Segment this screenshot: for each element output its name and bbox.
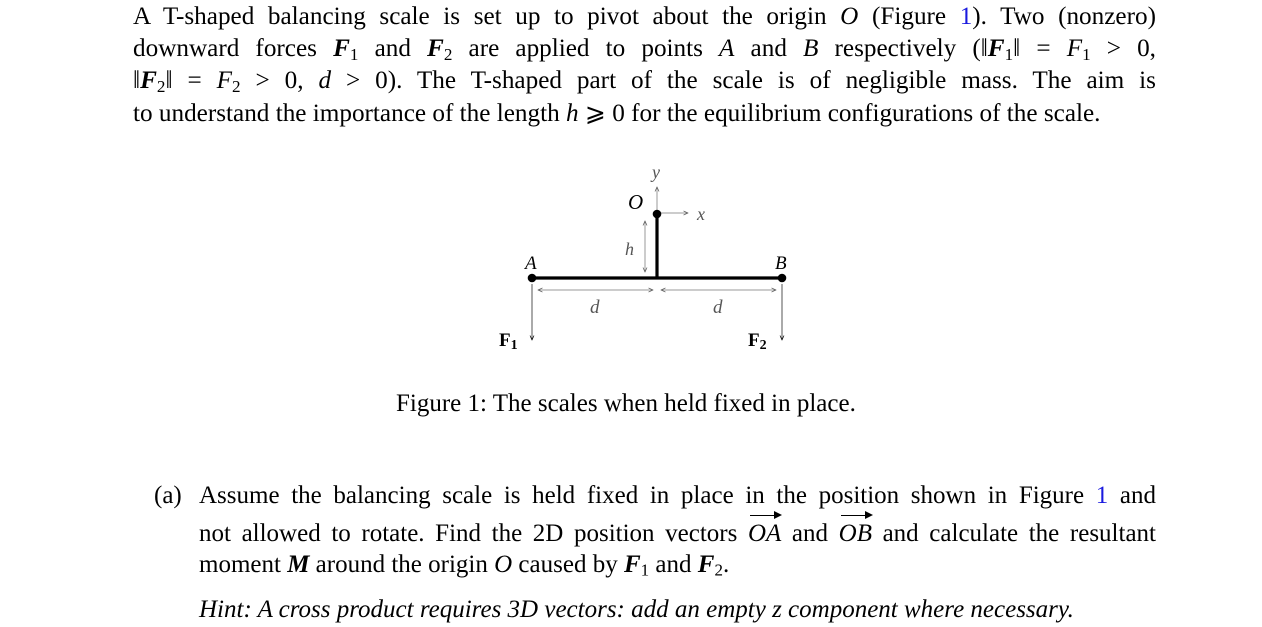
- y-axis-label: y: [652, 162, 660, 182]
- d-left-label: d: [590, 297, 600, 318]
- intro-line-4: to understand the importance of the length h ⩾ 0 for the equilibrium configurations of the scale.: [133, 99, 1101, 127]
- question-line-3: moment M around the origin O caused by $F_1$ and $F_2$.: [199, 551, 730, 580]
- B-label: B: [775, 253, 787, 274]
- A-label: A: [525, 253, 537, 274]
- figure-ref-link[interactable]: 1: [1095, 482, 1109, 509]
- hint-text: Hint: A cross product requires 3D vectors: add an empty z component where necessary.: [199, 596, 1074, 623]
- origin-label: O: [628, 190, 644, 214]
- x-axis-label: x: [697, 204, 705, 224]
- vector-OA: OA: [748, 516, 781, 551]
- vector-OB: OB: [839, 516, 872, 551]
- figure-ref-link[interactable]: 1: [959, 3, 973, 30]
- intro-line-2: downward forces $F_1$ and $F_2$ are applied to points A and B respectively ($‖F_1‖ = F_1 > 0$,: [133, 35, 1156, 64]
- question-body: [199, 478, 1156, 582]
- F1-label: F1: [499, 330, 518, 353]
- intro-line-3: $‖F_2‖ = F_2 > 0$, d > 0). The T-shaped part of the scale is of negligible mass. The aim is: [133, 67, 1156, 97]
- point-A: [528, 274, 537, 283]
- figure-caption: Figure 1: The scales when held fixed in place.: [396, 390, 856, 417]
- d-right-label: d: [713, 297, 723, 318]
- pivot-point-O: [653, 210, 662, 219]
- intro-line-1: A T-shaped balancing scale is set up to pivot about the origin O (Figure 1). Two (nonzero): [133, 3, 1156, 30]
- question-line-2: not allowed to rotate. Find the 2D position vectors OA and OB and calculate the resultant: [199, 513, 1156, 551]
- point-B: [778, 274, 787, 283]
- h-label: h: [625, 239, 634, 259]
- question-line-1: Assume the balancing scale is held fixed in place in the position shown in Figure 1 and: [199, 482, 1156, 509]
- F2-label: F2: [748, 330, 767, 353]
- question-label: (a): [154, 482, 182, 509]
